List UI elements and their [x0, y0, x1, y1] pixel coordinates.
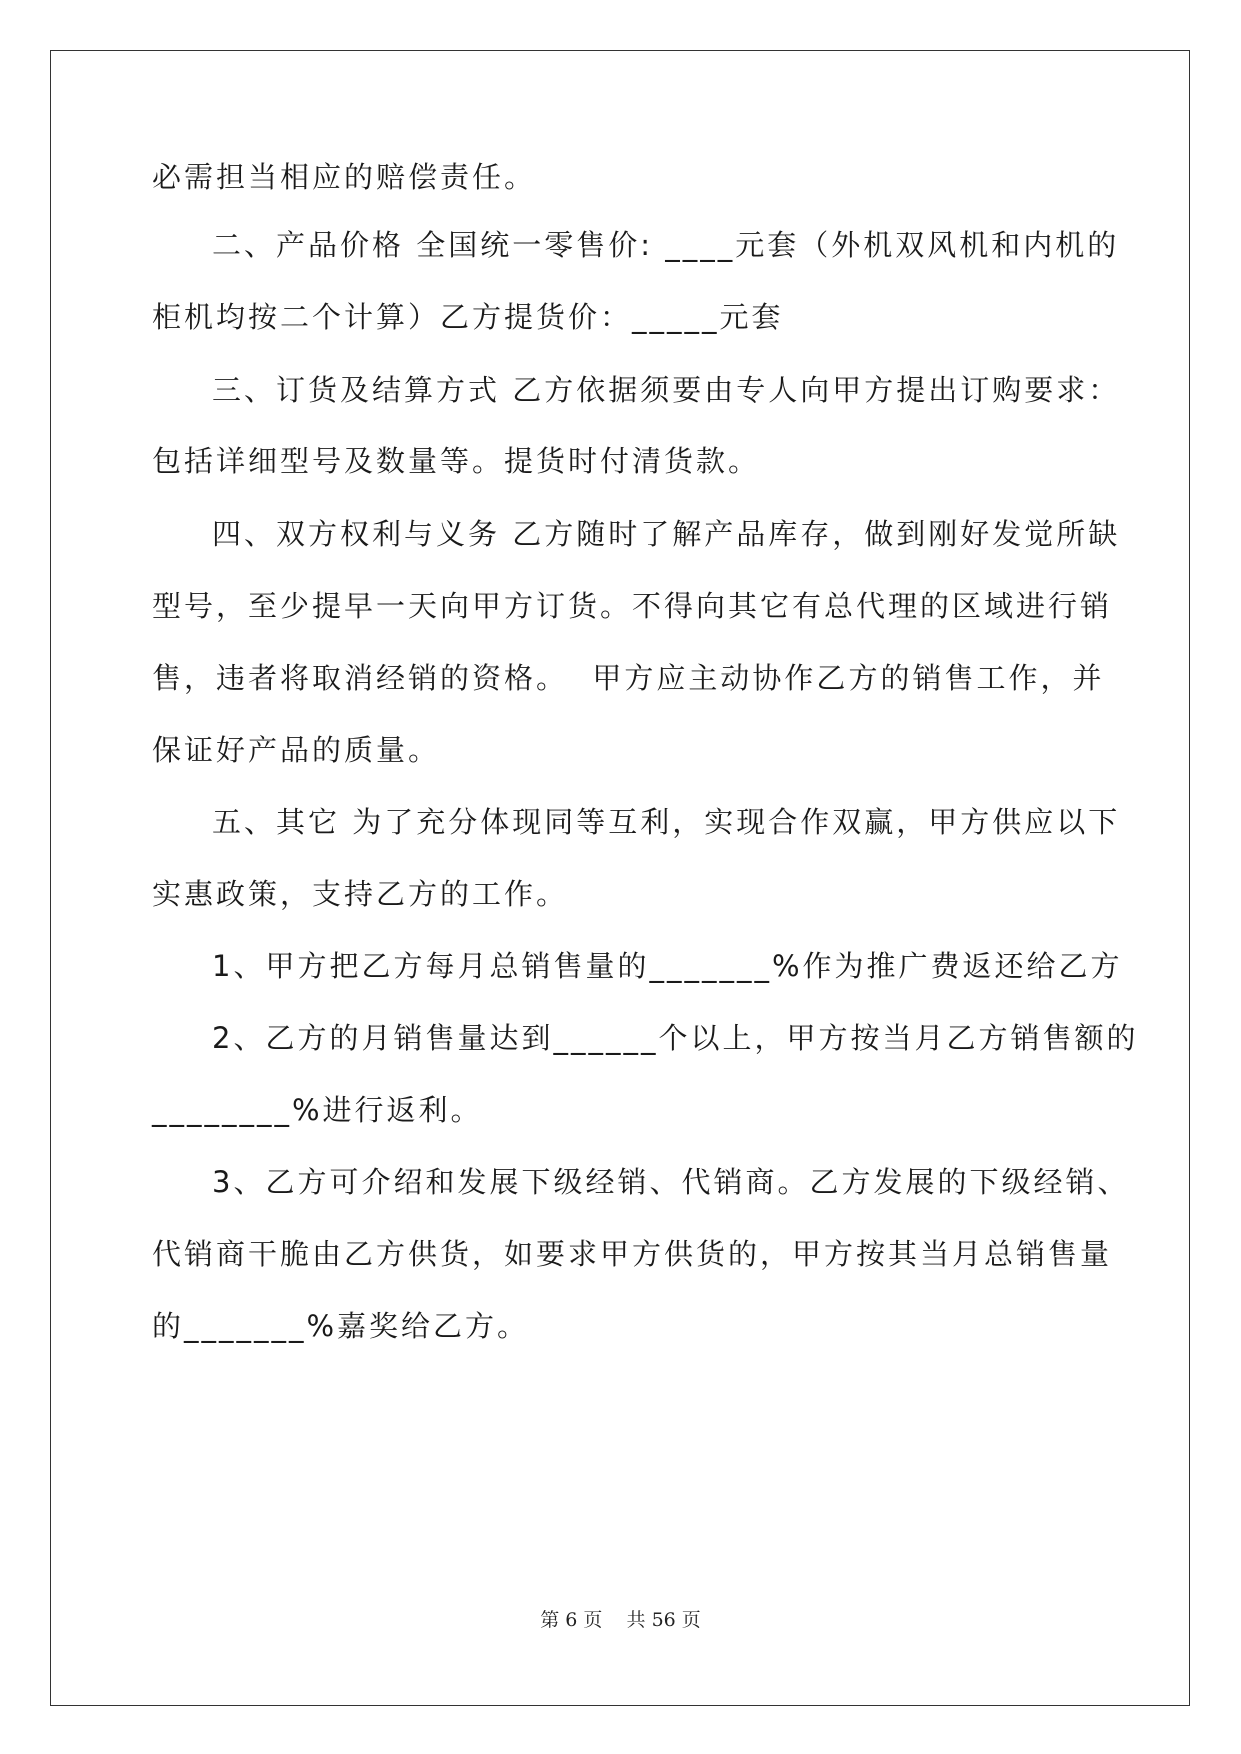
text-line: 售，违者将取消经销的资格。 甲方应主动协作乙方的销售工作，并 — [152, 661, 1105, 695]
text-line: 型号，至少提早一天向甲方订货。不得向其它有总代理的区域进行销 — [152, 589, 1113, 623]
text-line: 包括详细型号及数量等。提货时付清货款。 — [152, 444, 761, 478]
text-line: 二、产品价格 全国统一零售价: ____元套（外机双风机和内机的 — [212, 228, 1120, 262]
page-number-footer — [0, 1605, 1241, 1632]
text-line: 1、甲方把乙方每月总销售量的_______%作为推广费返还给乙方 — [212, 949, 1123, 983]
text-line: ________%进行返利。 — [152, 1093, 483, 1127]
text-line: 的_______%嘉奖给乙方。 — [152, 1309, 530, 1343]
text-line: 必需担当相应的赔偿责任。 — [152, 160, 537, 194]
text-line: 五、其它 为了充分体现同等互利，实现合作双赢，甲方供应以下 — [212, 805, 1121, 839]
text-line: 三、订货及结算方式 乙方依据须要由专人向甲方提出订购要求： — [212, 373, 1121, 407]
page-label: 第 6 页 共 56 页 — [540, 1609, 701, 1631]
text-line: 2、乙方的月销售量达到______个以上，甲方按当月乙方销售额的 — [212, 1021, 1139, 1055]
text-line: 保证好产品的质量。 — [152, 733, 441, 767]
text-line: 3、乙方可介绍和发展下级经销、代销商。乙方发展的下级经销、 — [212, 1165, 1130, 1199]
text-line: 四、双方权利与义务 乙方随时了解产品库存，做到刚好发觉所缺 — [212, 517, 1121, 551]
text-line: 柜机均按二个计算）乙方提货价：_____元套 — [152, 300, 784, 334]
text-line: 实惠政策，支持乙方的工作。 — [152, 877, 569, 911]
text-line: 代销商干脆由乙方供货，如要求甲方供货的，甲方按其当月总销售量 — [152, 1237, 1113, 1271]
